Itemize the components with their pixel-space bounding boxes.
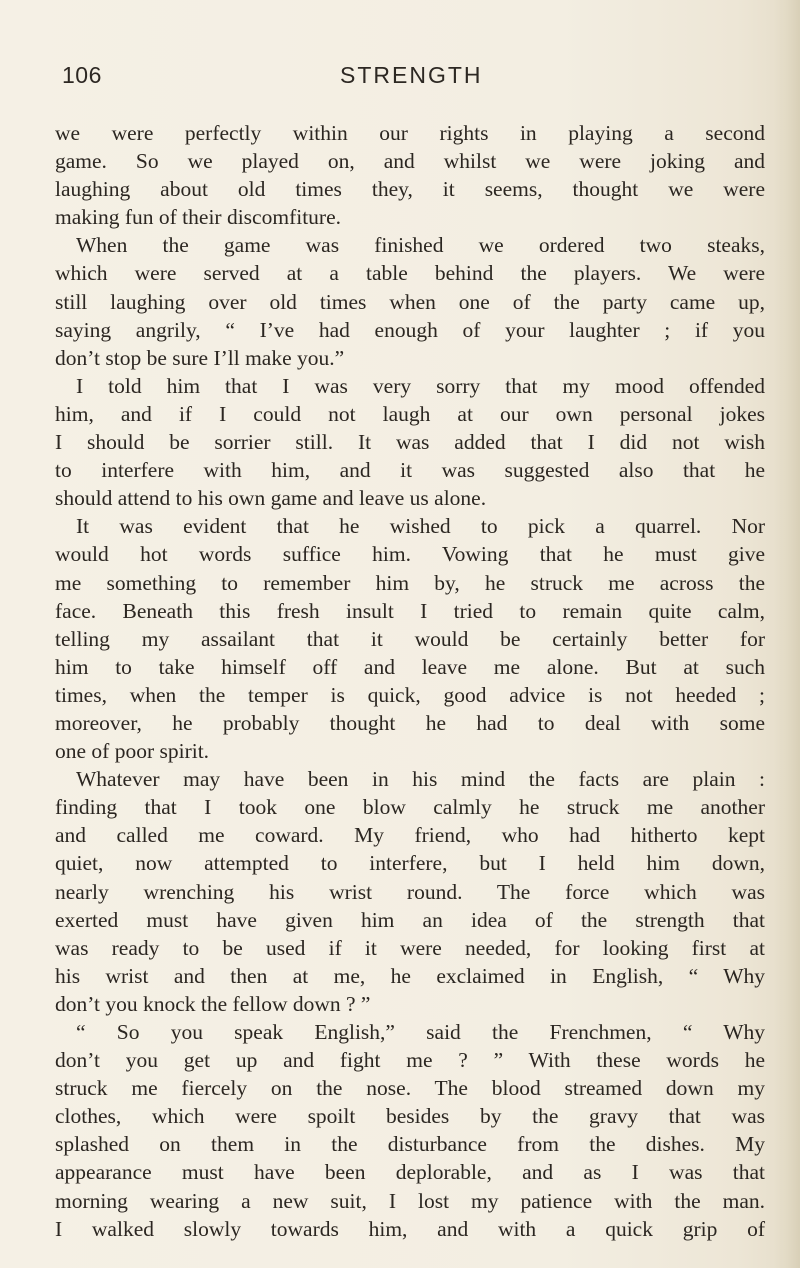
text-line: to interfere with him, and it was suggested also that he — [55, 458, 765, 483]
text-line: times, when the temper is quick, good advice is not heeded ; — [55, 682, 765, 707]
body-text — [55, 119, 765, 1243]
text-line: moreover, he probably thought he had to deal with some — [55, 710, 765, 735]
text-line: I should be sorrier still. It was added that I did not wish — [55, 430, 765, 455]
text-line: appearance must have been deplorable, and as I was that — [55, 1160, 765, 1185]
text-line: face. Beneath this fresh insult I tried to remain quite calm, — [55, 598, 765, 623]
text-line: It was evident that he wished to pick a quarrel. Nor — [76, 514, 765, 539]
text-line: him, and if I could not laugh at our own personal jokes — [55, 401, 765, 426]
text-line: finding that I took one blow calmly he struck me another — [55, 795, 765, 820]
text-line: nearly wrenching his wrist round. The force which was — [55, 879, 765, 904]
page-edge-shadow — [774, 0, 800, 1268]
text-line: don’t you get up and fight me ? ” With these words he — [55, 1048, 765, 1073]
text-line: was ready to be used if it were needed, for looking first at — [55, 935, 765, 960]
text-line: quiet, now attempted to interfere, but I held him down, — [55, 851, 765, 876]
text-line: When the game was finished we ordered two steaks, — [76, 233, 765, 258]
running-head: STRENGTH — [340, 62, 483, 88]
text-line: don’t you knock the fellow down ? ” — [55, 991, 371, 1016]
text-line: struck me fiercely on the nose. The blood streamed down my — [55, 1076, 765, 1101]
text-line: laughing about old times they, it seems, thought we were — [55, 177, 765, 202]
text-line: making fun of their discomfiture. — [55, 205, 341, 230]
text-line: saying angrily, “ I’ve had enough of your laughter ; if you — [55, 317, 765, 342]
text-line: and called me coward. My friend, who had hitherto kept — [55, 823, 765, 848]
text-line: don’t stop be sure I’ll make you.” — [55, 345, 345, 370]
text-line: still laughing over old times when one of the party came up, — [55, 289, 765, 314]
text-line: would hot words suffice him. Vowing that he must give — [55, 542, 765, 567]
text-line: telling my assailant that it would be certainly better for — [55, 626, 765, 651]
text-line: exerted must have given him an idea of the strength that — [55, 907, 765, 932]
text-line: we were perfectly within our rights in playing a second — [55, 121, 765, 145]
text-line: him to take himself off and leave me alone. But at such — [55, 654, 765, 679]
page-number: 106 — [62, 62, 102, 88]
page-header — [62, 60, 762, 96]
text-line: morning wearing a new suit, I lost my patience with the man. — [55, 1188, 765, 1213]
text-line: game. So we played on, and whilst we were joking and — [55, 149, 765, 174]
text-line: which were served at a table behind the players. We were — [55, 261, 765, 286]
text-line: should attend to his own game and leave us alone. — [55, 486, 487, 511]
text-line: splashed on them in the disturbance from the dishes. My — [55, 1132, 765, 1157]
text-line: I told him that I was very sorry that my mood offended — [76, 373, 765, 398]
text-line: Whatever may have been in his mind the facts are plain : — [76, 767, 765, 792]
text-line: one of poor spirit. — [55, 739, 210, 764]
text-line: “ So you speak English,” said the Frenchmen, “ Why — [76, 1020, 765, 1044]
text-line: me something to remember him by, he struck me across the — [55, 570, 765, 595]
text-line: his wrist and then at me, he exclaimed in English, “ Why — [55, 963, 765, 988]
text-line: clothes, which were spoilt besides by the gravy that was — [55, 1104, 765, 1129]
text-line: I walked slowly towards him, and with a quick grip of — [55, 1216, 765, 1241]
